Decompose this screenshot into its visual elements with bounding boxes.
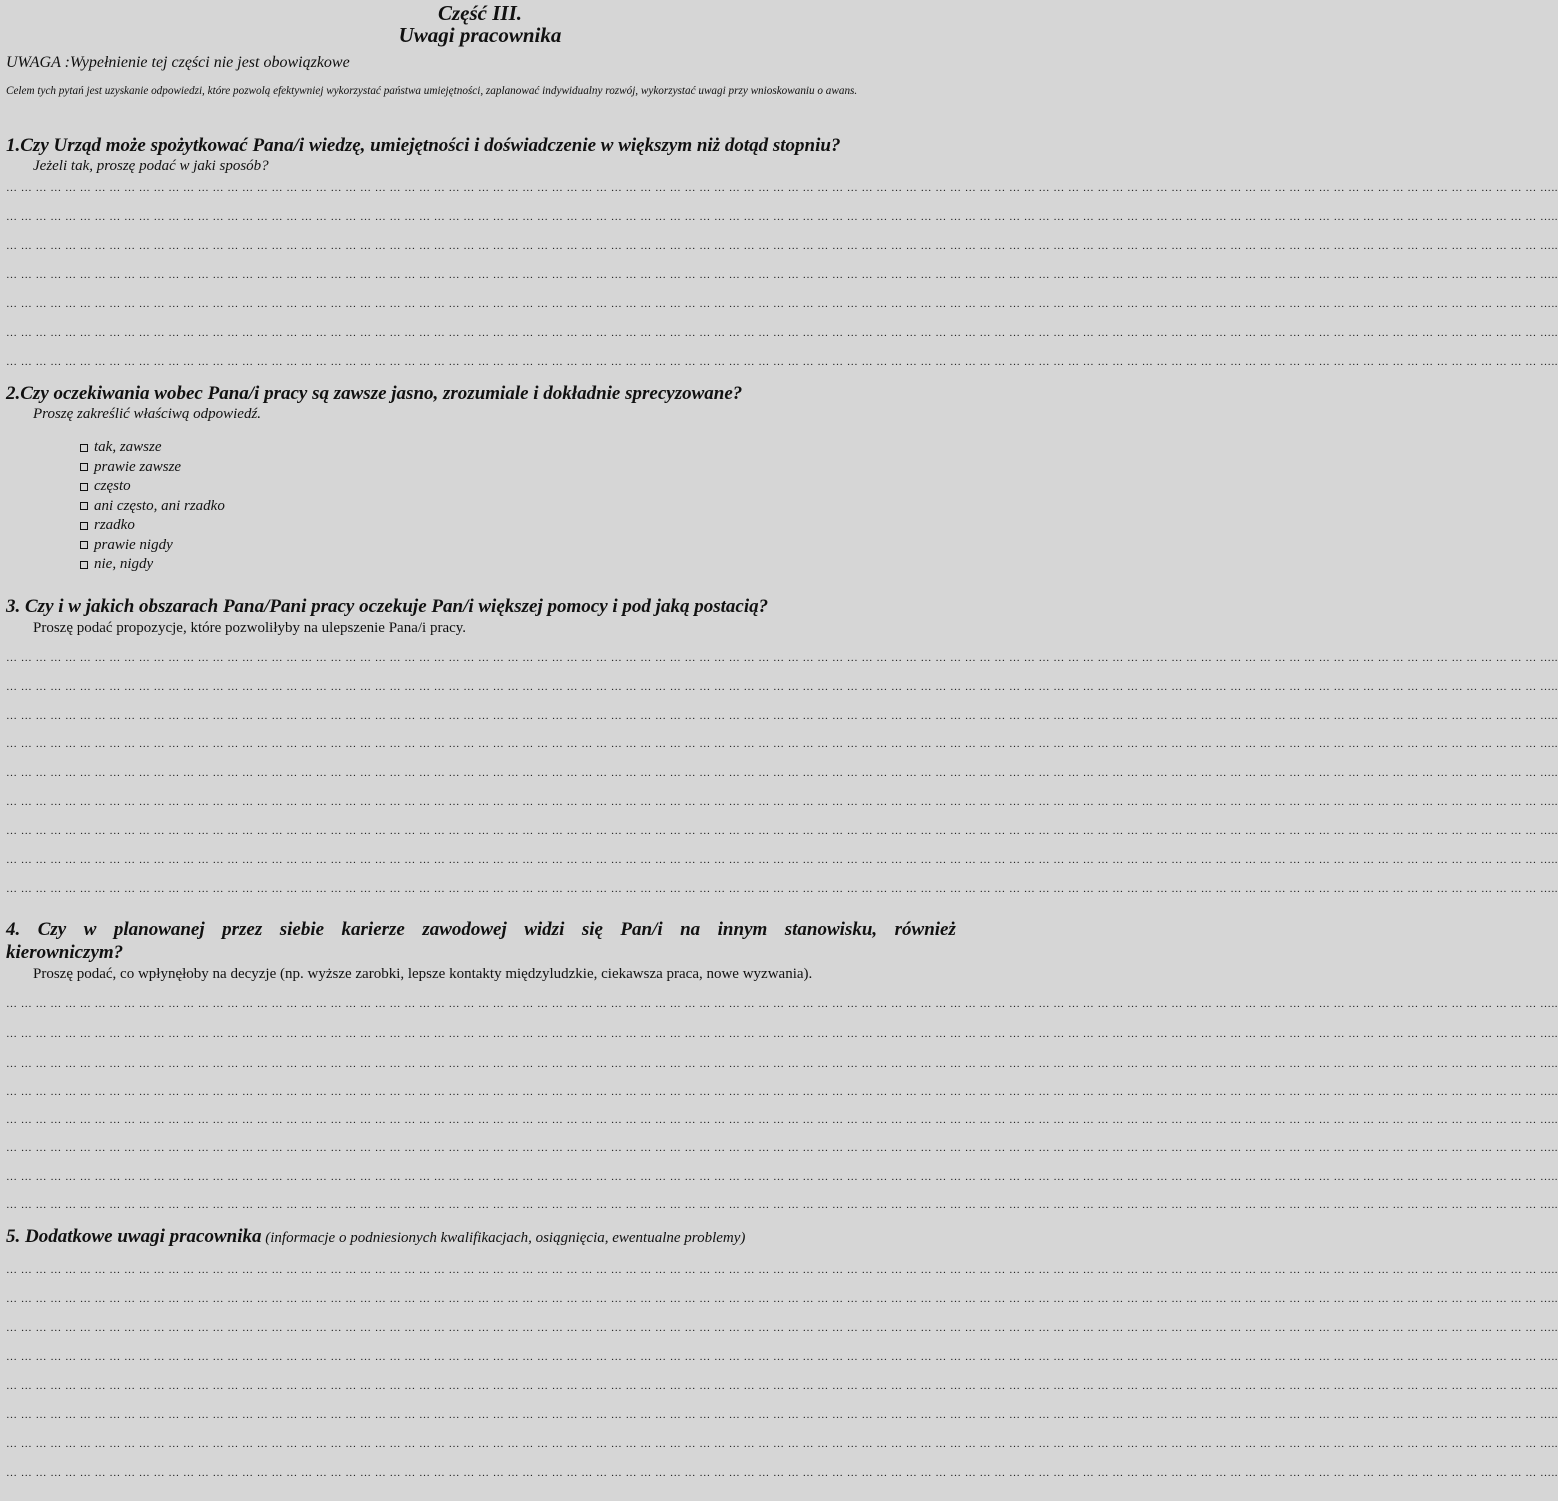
answer-option-label: tak, zawsze xyxy=(94,439,162,456)
dotted-answer-line[interactable]: … … … … … … … … … … … … … … … … … … … … … … … … … … … … … … … … … … … … … … … … … … … … … … … … … … … … … … … … … … … … … … … … … … … … … … … … … … … … … … … … … … … … … … … … … … … … … … … … … … … … … … … … ….. xyxy=(6,182,1558,194)
dotted-answer-line[interactable]: … … … … … … … … … … … … … … … … … … … … … … … … … … … … … … … … … … … … … … … … … … … … … … … … … … … … … … … … … … … … … … … … … … … … … … … … … … … … … … … … … … … … … … … … … … … … … … … … … … … … … … … … ….. xyxy=(6,211,1558,223)
dotted-answer-line[interactable]: … … … … … … … … … … … … … … … … … … … … … … … … … … … … … … … … … … … … … … … … … … … … … … … … … … … … … … … … … … … … … … … … … … … … … … … … … … … … … … … … … … … … … … … … … … … … … … … … … … … … … … … … ….. xyxy=(6,1142,1558,1154)
checkbox-icon[interactable] xyxy=(80,463,88,471)
answer-option[interactable] xyxy=(80,536,225,556)
answer-option-label: ani często, ani rzadko xyxy=(94,497,225,514)
dotted-answer-line[interactable]: … … … … … … … … … … … … … … … … … … … … … … … … … … … … … … … … … … … … … … … … … … … … … … … … … … … … … … … … … … … … … … … … … … … … … … … … … … … … … … … … … … … … … … … … … … … … … … … … … … … … … … … … ….. xyxy=(6,998,1558,1010)
answer-option[interactable] xyxy=(80,497,225,517)
part-title: Część III. xyxy=(437,1,522,25)
checkbox-icon[interactable] xyxy=(80,444,88,452)
dotted-answer-line[interactable]: … … … … … … … … … … … … … … … … … … … … … … … … … … … … … … … … … … … … … … … … … … … … … … … … … … … … … … … … … … … … … … … … … … … … … … … … … … … … … … … … … … … … … … … … … … … … … … … … … … … … … … … … ….. xyxy=(6,1114,1558,1126)
dotted-answer-line[interactable]: … … … … … … … … … … … … … … … … … … … … … … … … … … … … … … … … … … … … … … … … … … … … … … … … … … … … … … … … … … … … … … … … … … … … … … … … … … … … … … … … … … … … … … … … … … … … … … … … … … … … … … … … ….. xyxy=(6,356,1558,368)
dotted-answer-line[interactable]: … … … … … … … … … … … … … … … … … … … … … … … … … … … … … … … … … … … … … … … … … … … … … … … … … … … … … … … … … … … … … … … … … … … … … … … … … … … … … … … … … … … … … … … … … … … … … … … … … … … … … … … … ….. xyxy=(6,1322,1558,1334)
question-4-title-word: Czy xyxy=(37,919,67,940)
checkbox-icon[interactable] xyxy=(80,502,88,510)
question-4-title xyxy=(6,918,956,964)
dotted-answer-line[interactable]: … … … … … … … … … … … … … … … … … … … … … … … … … … … … … … … … … … … … … … … … … … … … … … … … … … … … … … … … … … … … … … … … … … … … … … … … … … … … … … … … … … … … … … … … … … … … … … … … … … … … … … … … ….. xyxy=(6,1058,1558,1070)
checkbox-icon[interactable] xyxy=(80,541,88,549)
question-4-title-word: planowanej xyxy=(113,919,205,940)
checkbox-icon[interactable] xyxy=(80,483,88,491)
dotted-answer-line[interactable]: … … … … … … … … … … … … … … … … … … … … … … … … … … … … … … … … … … … … … … … … … … … … … … … … … … … … … … … … … … … … … … … … … … … … … … … … … … … … … … … … … … … … … … … … … … … … … … … … … … … … … … … … ….. xyxy=(6,1438,1558,1450)
answer-option-label: rzadko xyxy=(94,517,135,534)
question-4-title-word: w xyxy=(83,919,97,940)
dotted-answer-line[interactable]: … … … … … … … … … … … … … … … … … … … … … … … … … … … … … … … … … … … … … … … … … … … … … … … … … … … … … … … … … … … … … … … … … … … … … … … … … … … … … … … … … … … … … … … … … … … … … … … … … … … … … … … … ….. xyxy=(6,269,1558,281)
dotted-answer-line[interactable]: … … … … … … … … … … … … … … … … … … … … … … … … … … … … … … … … … … … … … … … … … … … … … … … … … … … … … … … … … … … … … … … … … … … … … … … … … … … … … … … … … … … … … … … … … … … … … … … … … … … … … … … … ….. xyxy=(6,1467,1558,1479)
question-4-title-line-2: kierowniczym? xyxy=(6,942,124,963)
question-4-title-word: przez xyxy=(222,919,263,940)
dotted-answer-line[interactable]: … … … … … … … … … … … … … … … … … … … … … … … … … … … … … … … … … … … … … … … … … … … … … … … … … … … … … … … … … … … … … … … … … … … … … … … … … … … … … … … … … … … … … … … … … … … … … … … … … … … … … … … … ….. xyxy=(6,298,1558,310)
dotted-answer-line[interactable]: … … … … … … … … … … … … … … … … … … … … … … … … … … … … … … … … … … … … … … … … … … … … … … … … … … … … … … … … … … … … … … … … … … … … … … … … … … … … … … … … … … … … … … … … … … … … … … … … … … … … … … … … ….. xyxy=(6,1351,1558,1363)
answer-option[interactable] xyxy=(80,555,225,575)
question-4-title-word: 4. xyxy=(6,919,21,940)
dotted-answer-line[interactable]: … … … … … … … … … … … … … … … … … … … … … … … … … … … … … … … … … … … … … … … … … … … … … … … … … … … … … … … … … … … … … … … … … … … … … … … … … … … … … … … … … … … … … … … … … … … … … … … … … … … … … … … … ….. xyxy=(6,1293,1558,1305)
question-1-prompt: Jeżeli tak, proszę podać w jaki sposób? xyxy=(33,158,269,174)
question-5-heading: 5. Dodatkowe uwagi pracownika xyxy=(6,1226,262,1247)
checkbox-icon[interactable] xyxy=(80,561,88,569)
dotted-answer-line[interactable]: … … … … … … … … … … … … … … … … … … … … … … … … … … … … … … … … … … … … … … … … … … … … … … … … … … … … … … … … … … … … … … … … … … … … … … … … … … … … … … … … … … … … … … … … … … … … … … … … … … … … … … … … ….. xyxy=(6,240,1558,252)
dotted-answer-line[interactable]: … … … … … … … … … … … … … … … … … … … … … … … … … … … … … … … … … … … … … … … … … … … … … … … … … … … … … … … … … … … … … … … … … … … … … … … … … … … … … … … … … … … … … … … … … … … … … … … … … … … … … … … … ….. xyxy=(6,796,1558,808)
dotted-answer-line[interactable]: … … … … … … … … … … … … … … … … … … … … … … … … … … … … … … … … … … … … … … … … … … … … … … … … … … … … … … … … … … … … … … … … … … … … … … … … … … … … … … … … … … … … … … … … … … … … … … … … … … … … … … … … ….. xyxy=(6,1086,1558,1098)
question-4-title-line-1 xyxy=(6,918,956,941)
question-3-prompt: Proszę podać propozycje, które pozwoliłyby na ulepszenie Pana/i pracy. xyxy=(33,620,467,636)
dotted-answer-line[interactable]: … … … … … … … … … … … … … … … … … … … … … … … … … … … … … … … … … … … … … … … … … … … … … … … … … … … … … … … … … … … … … … … … … … … … … … … … … … … … … … … … … … … … … … … … … … … … … … … … … … … … … … … … ….. xyxy=(6,854,1558,866)
dotted-answer-line[interactable]: … … … … … … … … … … … … … … … … … … … … … … … … … … … … … … … … … … … … … … … … … … … … … … … … … … … … … … … … … … … … … … … … … … … … … … … … … … … … … … … … … … … … … … … … … … … … … … … … … … … … … … … … ….. xyxy=(6,652,1558,664)
answer-option[interactable] xyxy=(80,477,225,497)
answer-option[interactable] xyxy=(80,516,225,536)
optional-warning: UWAGA :Wypełnienie tej części nie jest obowiązkowe xyxy=(6,54,350,71)
question-2-options xyxy=(80,438,225,575)
question-2-prompt: Proszę zakreślić właściwą odpowiedź. xyxy=(33,406,262,422)
dotted-answer-line[interactable]: … … … … … … … … … … … … … … … … … … … … … … … … … … … … … … … … … … … … … … … … … … … … … … … … … … … … … … … … … … … … … … … … … … … … … … … … … … … … … … … … … … … … … … … … … … … … … … … … … … … … … … … … ….. xyxy=(6,1380,1558,1392)
answer-option-label: prawie zawsze xyxy=(94,458,182,475)
dotted-answer-line[interactable]: … … … … … … … … … … … … … … … … … … … … … … … … … … … … … … … … … … … … … … … … … … … … … … … … … … … … … … … … … … … … … … … … … … … … … … … … … … … … … … … … … … … … … … … … … … … … … … … … … … … … … … … … ….. xyxy=(6,327,1558,339)
part-subtitle: Uwagi pracownika xyxy=(398,23,562,47)
question-4-title-word: karierze xyxy=(341,919,405,940)
question-4-title-word: Pan/i xyxy=(620,919,663,940)
question-1-title: 1.Czy Urząd może spożytkować Pana/i wiedzę, umiejętności i doświadczenie w większym niż dotąd stopniu? xyxy=(6,135,841,156)
answer-option[interactable] xyxy=(80,458,225,478)
dotted-answer-line[interactable]: … … … … … … … … … … … … … … … … … … … … … … … … … … … … … … … … … … … … … … … … … … … … … … … … … … … … … … … … … … … … … … … … … … … … … … … … … … … … … … … … … … … … … … … … … … … … … … … … … … … … … … … … ….. xyxy=(6,1171,1558,1183)
answer-option[interactable] xyxy=(80,438,225,458)
question-5-title xyxy=(6,1226,745,1248)
question-4-prompt: Proszę podać, co wpłynęłoby na decyzje (np. wyższe zarobki, lepsze kontakty międzyludzkie, ciekawsza praca, nowe wyzwania). xyxy=(33,966,813,982)
checkbox-icon[interactable] xyxy=(80,522,88,530)
dotted-answer-line[interactable]: … … … … … … … … … … … … … … … … … … … … … … … … … … … … … … … … … … … … … … … … … … … … … … … … … … … … … … … … … … … … … … … … … … … … … … … … … … … … … … … … … … … … … … … … … … … … … … … … … … … … … … … … ….. xyxy=(6,1409,1558,1421)
dotted-answer-line[interactable]: … … … … … … … … … … … … … … … … … … … … … … … … … … … … … … … … … … … … … … … … … … … … … … … … … … … … … … … … … … … … … … … … … … … … … … … … … … … … … … … … … … … … … … … … … … … … … … … … … … … … … … … … ….. xyxy=(6,883,1558,895)
answer-option-label: nie, nigdy xyxy=(94,556,154,573)
intro-text: Celem tych pytań jest uzyskanie odpowiedzi, które pozwolą efektywniej wykorzystać państwa umiejętności, zaplanować indywidualny rozwój, wykorzystać uwagi przy wnioskowaniu o awans. xyxy=(6,85,858,97)
question-5-note: (informacje o podniesionych kwalifikacjach, osiągnięcia, ewentualne problemy) xyxy=(261,1230,746,1246)
question-4-title-word: innym xyxy=(717,919,768,940)
dotted-answer-line[interactable]: … … … … … … … … … … … … … … … … … … … … … … … … … … … … … … … … … … … … … … … … … … … … … … … … … … … … … … … … … … … … … … … … … … … … … … … … … … … … … … … … … … … … … … … … … … … … … … … … … … … … … … … … ….. xyxy=(6,738,1558,750)
dotted-answer-line[interactable]: … … … … … … … … … … … … … … … … … … … … … … … … … … … … … … … … … … … … … … … … … … … … … … … … … … … … … … … … … … … … … … … … … … … … … … … … … … … … … … … … … … … … … … … … … … … … … … … … … … … … … … … … ….. xyxy=(6,1028,1558,1040)
question-4-title-word: siebie xyxy=(279,919,325,940)
question-2-title: 2.Czy oczekiwania wobec Pana/i pracy są zawsze jasno, zrozumiale i dokładnie sprecyzowane? xyxy=(6,383,743,404)
dotted-answer-line[interactable]: … … … … … … … … … … … … … … … … … … … … … … … … … … … … … … … … … … … … … … … … … … … … … … … … … … … … … … … … … … … … … … … … … … … … … … … … … … … … … … … … … … … … … … … … … … … … … … … … … … … … … … … … ….. xyxy=(6,710,1558,722)
question-3-title: 3. Czy i w jakich obszarach Pana/Pani pracy oczekuje Pan/i większej pomocy i pod jaką postacią? xyxy=(6,596,769,617)
dotted-answer-line[interactable]: … … … … … … … … … … … … … … … … … … … … … … … … … … … … … … … … … … … … … … … … … … … … … … … … … … … … … … … … … … … … … … … … … … … … … … … … … … … … … … … … … … … … … … … … … … … … … … … … … … … … … … … … ….. xyxy=(6,1199,1558,1211)
question-4-title-word: widzi xyxy=(524,919,565,940)
dotted-answer-line[interactable]: … … … … … … … … … … … … … … … … … … … … … … … … … … … … … … … … … … … … … … … … … … … … … … … … … … … … … … … … … … … … … … … … … … … … … … … … … … … … … … … … … … … … … … … … … … … … … … … … … … … … … … … … ….. xyxy=(6,825,1558,837)
answer-option-label: często xyxy=(94,478,131,495)
question-4-title-word: zawodowej xyxy=(422,919,507,940)
dotted-answer-line[interactable]: … … … … … … … … … … … … … … … … … … … … … … … … … … … … … … … … … … … … … … … … … … … … … … … … … … … … … … … … … … … … … … … … … … … … … … … … … … … … … … … … … … … … … … … … … … … … … … … … … … … … … … … … ….. xyxy=(6,681,1558,693)
dotted-answer-line[interactable]: … … … … … … … … … … … … … … … … … … … … … … … … … … … … … … … … … … … … … … … … … … … … … … … … … … … … … … … … … … … … … … … … … … … … … … … … … … … … … … … … … … … … … … … … … … … … … … … … … … … … … … … … ….. xyxy=(6,767,1558,779)
dotted-answer-line[interactable]: … … … … … … … … … … … … … … … … … … … … … … … … … … … … … … … … … … … … … … … … … … … … … … … … … … … … … … … … … … … … … … … … … … … … … … … … … … … … … … … … … … … … … … … … … … … … … … … … … … … … … … … … ….. xyxy=(6,1264,1558,1276)
question-4-title-word: również xyxy=(894,919,956,940)
question-4-title-word: na xyxy=(680,919,701,940)
question-4-title-word: stanowisku, xyxy=(784,919,878,940)
answer-option-label: prawie nigdy xyxy=(94,536,173,553)
question-4-title-word: się xyxy=(581,919,603,940)
